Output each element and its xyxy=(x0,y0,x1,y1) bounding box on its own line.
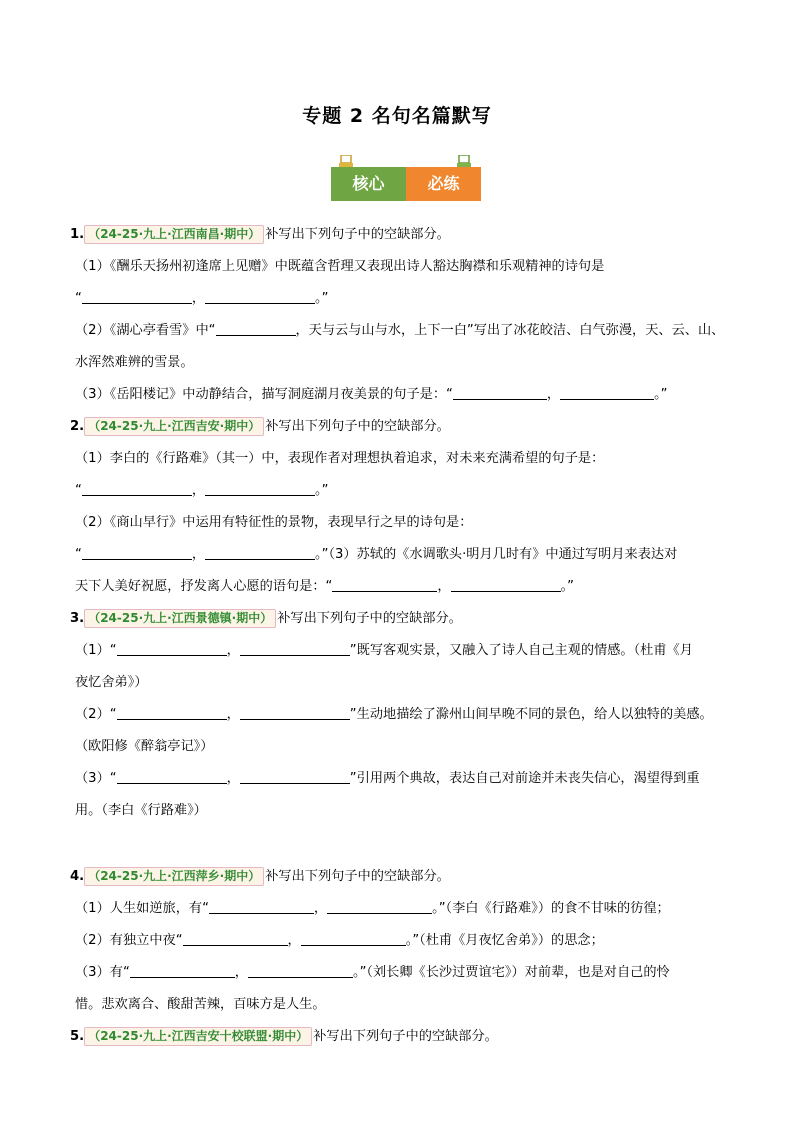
question-3-item-2-cont: （欧阳修《醉翁亭记》） xyxy=(75,739,214,754)
question-2-item-2-blanks: “ ， 。”（3）苏轼的《水调歌头·明月几时有》中通过写明月来表达对 xyxy=(75,547,678,562)
answer-blank[interactable] xyxy=(327,899,432,914)
question-4-item-2: （2）有独立中夜“ ， 。”（杜甫《月夜忆舍弟》）的思念； xyxy=(75,933,604,948)
answer-blank[interactable] xyxy=(82,545,192,560)
question-2-item-2: （2）《商山早行》中运用有特征性的景物，表现早行之早的诗句是： xyxy=(75,515,473,530)
question-2-item-1-blanks: “ ， 。” xyxy=(75,483,329,498)
source-tag: （24-25·九上·江西萍乡·期中） xyxy=(84,867,264,886)
question-2-item-1: （1）李白的《行路难》（其一）中，表现作者对理想执着追求，对未来充满希望的句子是： xyxy=(75,451,605,466)
question-4-item-1: （1）人生如逆旅，有“ ， 。”（李白《行路难》）的食不甘味的彷徨； xyxy=(75,901,670,916)
answer-blank[interactable] xyxy=(248,963,353,978)
answer-blank[interactable] xyxy=(209,899,314,914)
answer-blank[interactable] xyxy=(332,577,437,592)
question-4-item-3: （3）有“ ， 。”（刘长卿《长沙过贾谊宅》）对前辈，也是对自己的怜 xyxy=(75,965,670,980)
question-3-item-1: （1）“ ， ”既写客观实景，又融入了诗人自己主观的情感。（杜甫《月 xyxy=(75,643,693,658)
question-3-item-3: （3）“ ， ”引用两个典故，表达自己对前途并未丧失信心，渴望得到重 xyxy=(75,771,700,786)
answer-blank[interactable] xyxy=(240,705,350,720)
badge-must-label: 必练 xyxy=(406,167,481,201)
source-tag: （24-25·九上·江西景德镇·期中） xyxy=(84,609,276,628)
question-4-header: 4. （24-25·九上·江西萍乡·期中） 补写出下列句子中的空缺部分。 xyxy=(70,869,450,884)
source-tag: （24-25·九上·江西吉安·期中） xyxy=(84,417,264,436)
question-1-item-1: （1）《酬乐天扬州初逢席上见赠》中既蕴含哲理又表现出诗人豁达胸襟和乐观精神的诗句是 xyxy=(75,259,605,274)
section-badge xyxy=(331,163,481,205)
answer-blank[interactable] xyxy=(205,481,315,496)
answer-blank[interactable] xyxy=(301,931,406,946)
question-3-item-1-cont: 夜忆舍弟》） xyxy=(75,675,148,690)
badge-core-label: 核心 xyxy=(331,167,406,201)
question-3-item-2: （2）“ ， ”生动地描绘了滁州山间早晚不同的景色，给人以独特的美感。 xyxy=(75,707,713,722)
answer-blank[interactable] xyxy=(183,931,288,946)
answer-blank[interactable] xyxy=(117,705,227,720)
answer-blank[interactable] xyxy=(205,289,315,304)
source-tag: （24-25·九上·江西南昌·期中） xyxy=(84,225,264,244)
answer-blank[interactable] xyxy=(117,641,227,656)
question-1-item-3: （3）《岳阳楼记》中动静结合，描写洞庭湖月夜美景的句子是：“ ， 。” xyxy=(75,387,668,402)
answer-blank[interactable] xyxy=(453,385,547,400)
question-5-header: 5. （24-25·九上·江西吉安十校联盟·期中） 补写出下列句子中的空缺部分。 xyxy=(70,1029,498,1044)
answer-blank[interactable] xyxy=(130,963,235,978)
question-list xyxy=(70,224,735,1058)
question-1-header: 1. （24-25·九上·江西南昌·期中） 补写出下列句子中的空缺部分。 xyxy=(70,227,450,242)
question-4-item-3-cont: 惜。悲欢离合、酸甜苦辣，百味方是人生。 xyxy=(75,997,326,1012)
answer-blank[interactable] xyxy=(82,289,192,304)
question-3-item-3-cont: 用。（李白《行路难》） xyxy=(75,803,207,818)
answer-blank[interactable] xyxy=(240,769,350,784)
answer-blank[interactable] xyxy=(205,545,315,560)
question-1-item-2: （2）《湖心亭看雪》中“ ，天与云与山与水，上下一白”写出了冰花皎洁、白气弥漫，天、云、山、 xyxy=(75,323,725,338)
answer-blank[interactable] xyxy=(82,481,192,496)
answer-blank[interactable] xyxy=(451,577,561,592)
page-title: 专题 2 名句名篇默写 xyxy=(302,105,492,127)
answer-blank[interactable] xyxy=(560,385,654,400)
question-2-item-3: 天下人美好祝愿，抒发离人心愿的语句是：“ ， 。” xyxy=(75,579,575,594)
answer-blank[interactable] xyxy=(240,641,350,656)
source-tag: （24-25·九上·江西吉安十校联盟·期中） xyxy=(84,1027,312,1046)
answer-blank[interactable] xyxy=(216,321,296,336)
answer-blank[interactable] xyxy=(117,769,227,784)
question-3-header: 3. （24-25·九上·江西景德镇·期中） 补写出下列句子中的空缺部分。 xyxy=(70,611,462,626)
question-1-item-2-cont: 水浑然难辨的雪景。 xyxy=(75,355,194,370)
question-1-item-1-blanks: “ ， 。” xyxy=(75,291,329,306)
question-2-header: 2. （24-25·九上·江西吉安·期中） 补写出下列句子中的空缺部分。 xyxy=(70,419,450,434)
